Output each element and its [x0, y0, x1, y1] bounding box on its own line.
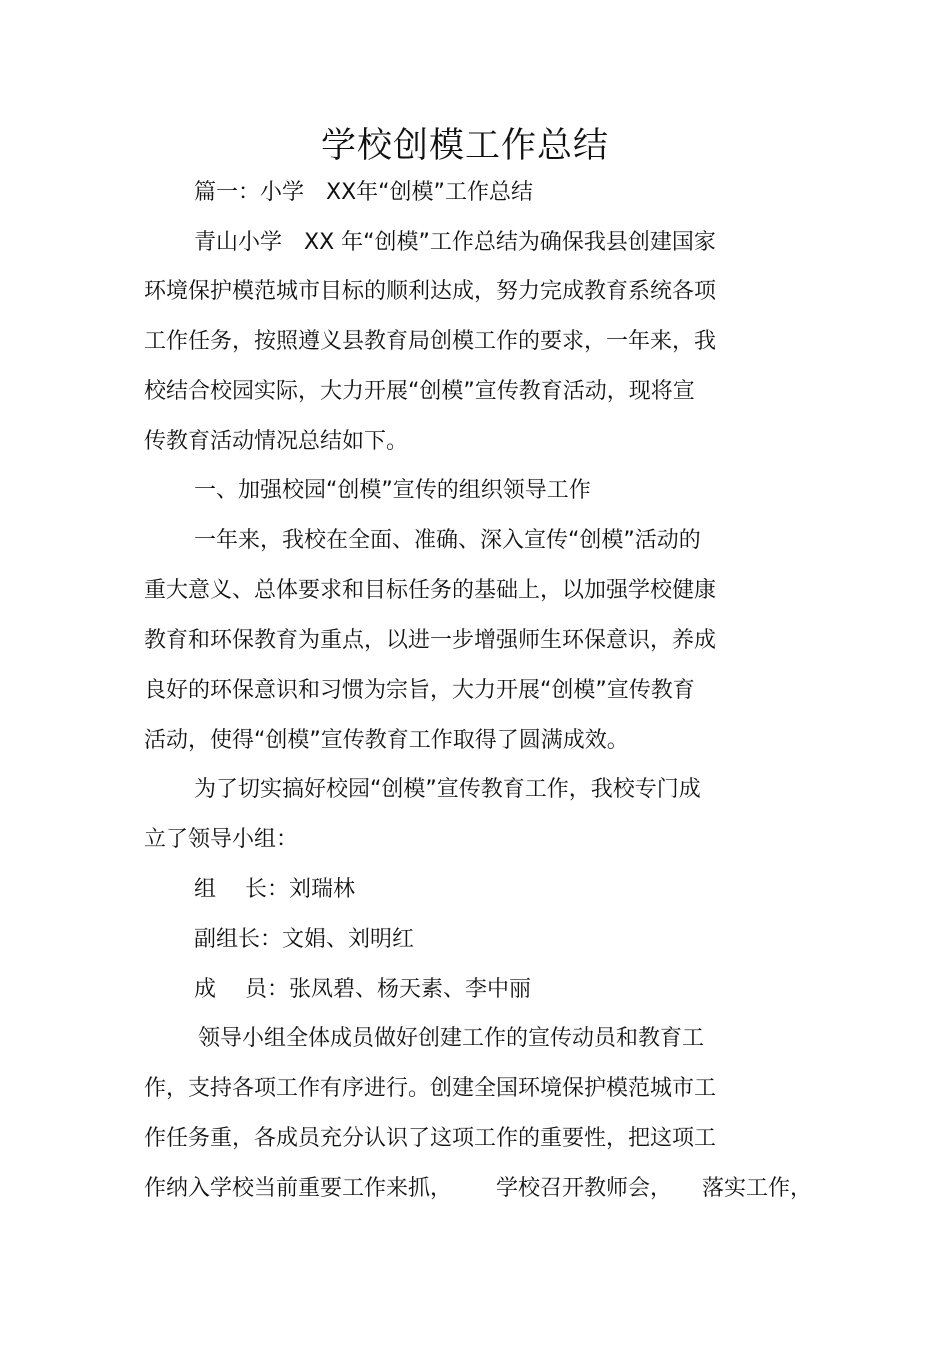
member-line-members: 成 员：张凤碧、杨天素、李中丽 [194, 977, 531, 1002]
paragraph-line: 环境保护模范城市目标的顺利达成，努力完成教育系统各项 [144, 279, 717, 304]
paragraph-line: 校结合校园实际，大力开展“创模”宣传教育活动，现将宣 [144, 379, 695, 404]
section-heading: 一、加强校园“创模”宣传的组织领导工作 [194, 478, 591, 503]
member-line-deputy: 副组长：文娟、刘明红 [194, 927, 415, 952]
paragraph-line: 领导小组全体成员做好创建工作的宣传动员和教育工 [198, 1026, 705, 1051]
document-title: 学校创模工作总结 [320, 126, 609, 166]
member-line-leader: 组 长：刘瑞林 [194, 877, 355, 902]
paragraph-line: 作任务重，各成员充分认识了这项工作的重要性，把这项工 [144, 1126, 717, 1151]
paragraph-line: 为了切实搞好校园“创模”宣传教育工作，我校专门成 [194, 777, 701, 802]
text-segment: 落实工作， [702, 1176, 813, 1201]
text-segment: 作纳入学校当前重要工作来抓， [144, 1176, 453, 1201]
text-segment: 学校召开教师会， [496, 1176, 673, 1201]
document-subtitle: 篇一：小学 XX年“创模”工作总结 [194, 180, 533, 205]
paragraph-line: 工作任务，按照遵义县教育局创模工作的要求，一年来，我 [144, 329, 717, 354]
paragraph-line: 教育和环保教育为重点，以进一步增强师生环保意识，养成 [144, 628, 717, 653]
paragraph-line: 作，支持各项工作有序进行。创建全国环境保护模范城市工 [144, 1076, 717, 1101]
paragraph-line: 一年来，我校在全面、准确、深入宣传“创模”活动的 [194, 528, 701, 553]
paragraph-line: 立了领导小组： [144, 827, 299, 852]
paragraph-line: 良好的环保意识和习惯为宗旨，大力开展“创模”宣传教育 [144, 678, 695, 703]
paragraph-line [144, 1174, 812, 1204]
paragraph-line: 活动，使得“创模”宣传教育工作取得了圆满成效。 [144, 728, 629, 753]
paragraph-line: 青山小学 XX 年“创模”工作总结为确保我县创建国家 [194, 230, 716, 255]
paragraph-line: 重大意义、总体要求和目标任务的基础上，以加强学校健康 [144, 578, 717, 603]
paragraph-line: 传教育活动情况总结如下。 [144, 429, 409, 454]
